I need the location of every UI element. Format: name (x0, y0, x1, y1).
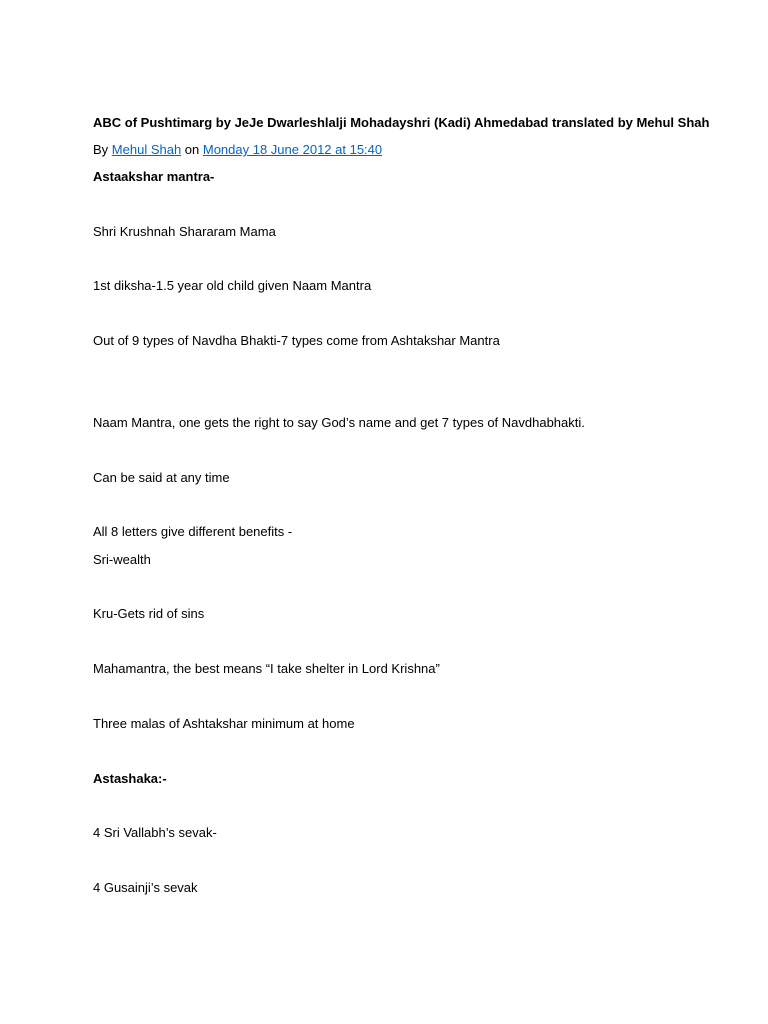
paragraph-mahamantra: Mahamantra, the best means “I take shelter in Lord Krishna” (93, 661, 440, 676)
paragraph-kru: Kru-Gets rid of sins (93, 606, 205, 621)
byline-middle: on (181, 142, 203, 157)
byline-prefix: By (93, 142, 112, 157)
heading-mantra: Astaakshar mantra- (93, 169, 215, 184)
paragraph-vallabh: 4 Sri Vallabh’s sevak- (93, 825, 217, 840)
paragraph-sri: Sri-wealth (93, 552, 151, 567)
date-link[interactable]: Monday 18 June 2012 at 15:40 (202, 142, 383, 157)
author-link[interactable]: Mehul Shah (111, 142, 182, 157)
paragraph-letters: All 8 letters give different benefits - (93, 524, 293, 539)
paragraph-navdha: Out of 9 types of Navdha Bhakti-7 types come from Ashtakshar Mantra (93, 333, 500, 348)
paragraph-naam-mantra: Naam Mantra, one gets the right to say God’s name and get 7 types of Navdhabhakti. (93, 415, 585, 430)
heading-astashaka: Astashaka:- (93, 771, 167, 786)
paragraph-malas: Three malas of Ashtakshar minimum at home (93, 716, 355, 731)
byline (93, 142, 382, 158)
paragraph-gusainji: 4 Gusainji’s sevak (93, 880, 198, 895)
paragraph-any-time: Can be said at any time (93, 470, 230, 485)
document-title: ABC of Pushtimarg by JeJe Dwarleshlalji Mohadayshri (Kadi) Ahmedabad translated by Mehul Shah (93, 115, 710, 130)
paragraph-diksha: 1st diksha-1.5 year old child given Naam Mantra (93, 278, 372, 293)
mantra-text: Shri Krushnah Shararam Mama (93, 224, 276, 239)
